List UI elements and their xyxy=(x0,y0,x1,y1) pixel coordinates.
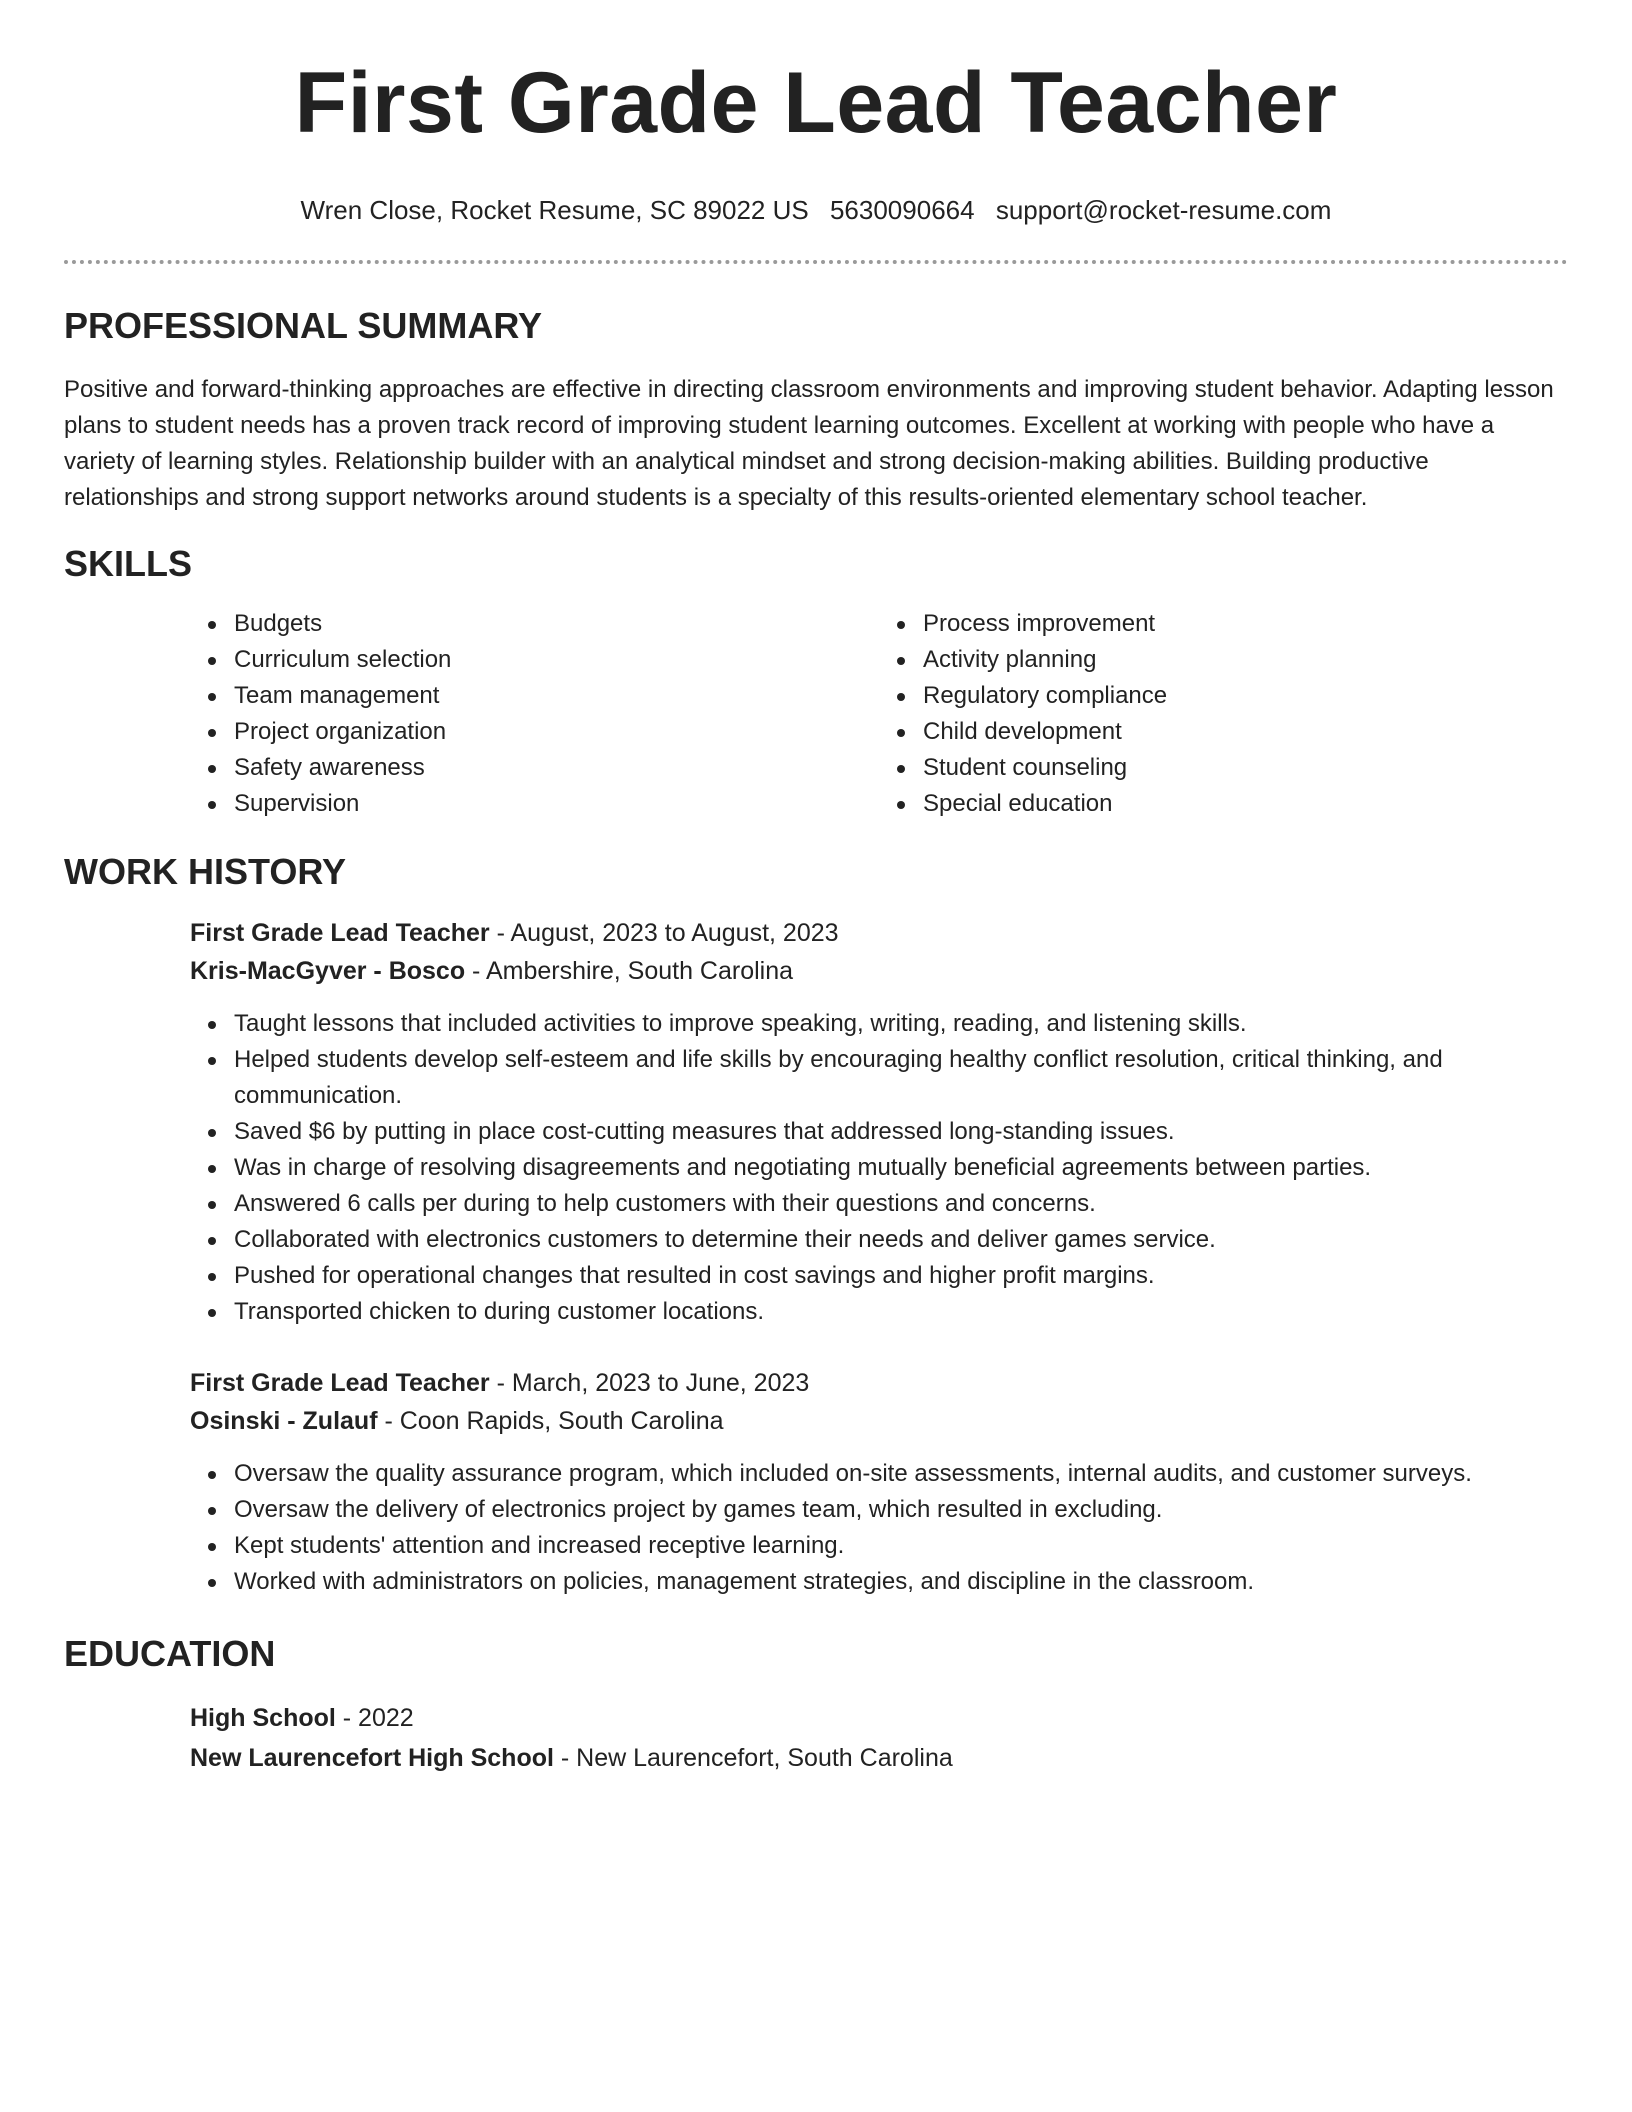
education-degree-line xyxy=(190,1698,1568,1738)
job-bullet: Was in charge of resolving disagreements and negotiating mutually beneficial agreements between parties. xyxy=(234,1150,1568,1186)
contact-email: support@rocket-resume.com xyxy=(995,195,1332,225)
contact-phone: 5630090664 xyxy=(829,195,975,225)
job-bullet: Transported chicken to during customer locations. xyxy=(234,1294,1568,1330)
job-bullet: Collaborated with electronics customers to determine their needs and deliver games service. xyxy=(234,1222,1568,1258)
job-title-line xyxy=(190,1364,1568,1402)
job-title-line xyxy=(190,914,1568,952)
work-history-section xyxy=(64,852,1568,1600)
job-role: First Grade Lead Teacher xyxy=(190,1369,490,1397)
job-entry xyxy=(190,1364,1568,1600)
skill-item: Student counseling xyxy=(923,750,1568,786)
job-dates: - March, 2023 to June, 2023 xyxy=(489,1369,810,1397)
education-school-line xyxy=(190,1738,1568,1778)
skills-list-right xyxy=(879,606,1568,822)
skill-item: Regulatory compliance xyxy=(923,678,1568,714)
job-location: - Coon Rapids, South Carolina xyxy=(377,1407,724,1435)
skill-item: Curriculum selection xyxy=(234,642,879,678)
summary-section xyxy=(64,306,1568,516)
job-bullet: Saved $6 by putting in place cost-cutting measures that addressed long-standing issues. xyxy=(234,1114,1568,1150)
summary-text: Positive and forward-thinking approaches are effective in directing classroom environments and improving student behavior. Adapting lesson plans to student needs has a proven track record of improving student learning outcomes. Excellent at working with people who have a variety of learning styles. Relationship builder with an analytical mindset and strong decision-making abilities. Building productive relationships and strong support networks around students is a specialty of this results-oriented elementary school teacher. xyxy=(64,376,1554,511)
contact-address: Wren Close, Rocket Resume, SC 89022 US xyxy=(300,195,809,225)
job-entry xyxy=(190,914,1568,1330)
job-bullet: Kept students' attention and increased receptive learning. xyxy=(234,1528,1568,1564)
skills-heading: SKILLS xyxy=(64,543,193,584)
job-bullet: Worked with administrators on policies, management strategies, and discipline in the classroom. xyxy=(234,1564,1568,1600)
education-school: New Laurencefort High School xyxy=(190,1744,554,1772)
education-location: - New Laurencefort, South Carolina xyxy=(553,1744,953,1772)
job-location: - Ambershire, South Carolina xyxy=(465,957,794,985)
education-degree: High School xyxy=(190,1704,336,1732)
job-bullet: Helped students develop self-esteem and life skills by encouraging healthy conflict resolution, critical thinking, and communication. xyxy=(234,1042,1568,1114)
education-year: - 2022 xyxy=(335,1704,414,1732)
header-divider xyxy=(64,260,1568,264)
job-bullet: Pushed for operational changes that resulted in cost savings and higher profit margins. xyxy=(234,1258,1568,1294)
contact-line xyxy=(64,194,1568,226)
job-role: First Grade Lead Teacher xyxy=(190,919,490,947)
skill-item: Activity planning xyxy=(923,642,1568,678)
job-bullet: Taught lessons that included activities to improve speaking, writing, reading, and listening skills. xyxy=(234,1006,1568,1042)
job-bullet: Oversaw the quality assurance program, which included on-site assessments, internal audits, and customer surveys. xyxy=(234,1456,1568,1492)
skill-item: Budgets xyxy=(234,606,879,642)
job-bullet: Oversaw the delivery of electronics project by games team, which resulted in excluding. xyxy=(234,1492,1568,1528)
job-company: Osinski - Zulauf xyxy=(190,1407,378,1435)
work-history-heading: WORK HISTORY xyxy=(64,851,347,892)
job-bullets xyxy=(190,1006,1568,1330)
resume-page xyxy=(64,0,1568,1778)
job-bullet: Answered 6 calls per during to help customers with their questions and concerns. xyxy=(234,1186,1568,1222)
skill-item: Safety awareness xyxy=(234,750,879,786)
summary-heading: PROFESSIONAL SUMMARY xyxy=(64,305,543,346)
candidate-name: First Grade Lead Teacher xyxy=(294,55,1338,151)
job-dates: - August, 2023 to August, 2023 xyxy=(489,919,839,947)
education-heading: EDUCATION xyxy=(64,1633,276,1674)
skill-item: Supervision xyxy=(234,786,879,822)
skills-columns xyxy=(190,606,1568,822)
job-bullets xyxy=(190,1456,1568,1600)
skills-section xyxy=(64,544,1568,822)
skill-item: Team management xyxy=(234,678,879,714)
education-entry xyxy=(190,1698,1568,1778)
education-section xyxy=(64,1634,1568,1778)
skill-item: Child development xyxy=(923,714,1568,750)
skills-list-left xyxy=(190,606,879,822)
job-company-line xyxy=(190,952,1568,990)
job-company-line xyxy=(190,1402,1568,1440)
skill-item: Project organization xyxy=(234,714,879,750)
job-company: Kris-MacGyver - Bosco xyxy=(190,957,466,985)
skill-item: Process improvement xyxy=(923,606,1568,642)
skill-item: Special education xyxy=(923,786,1568,822)
